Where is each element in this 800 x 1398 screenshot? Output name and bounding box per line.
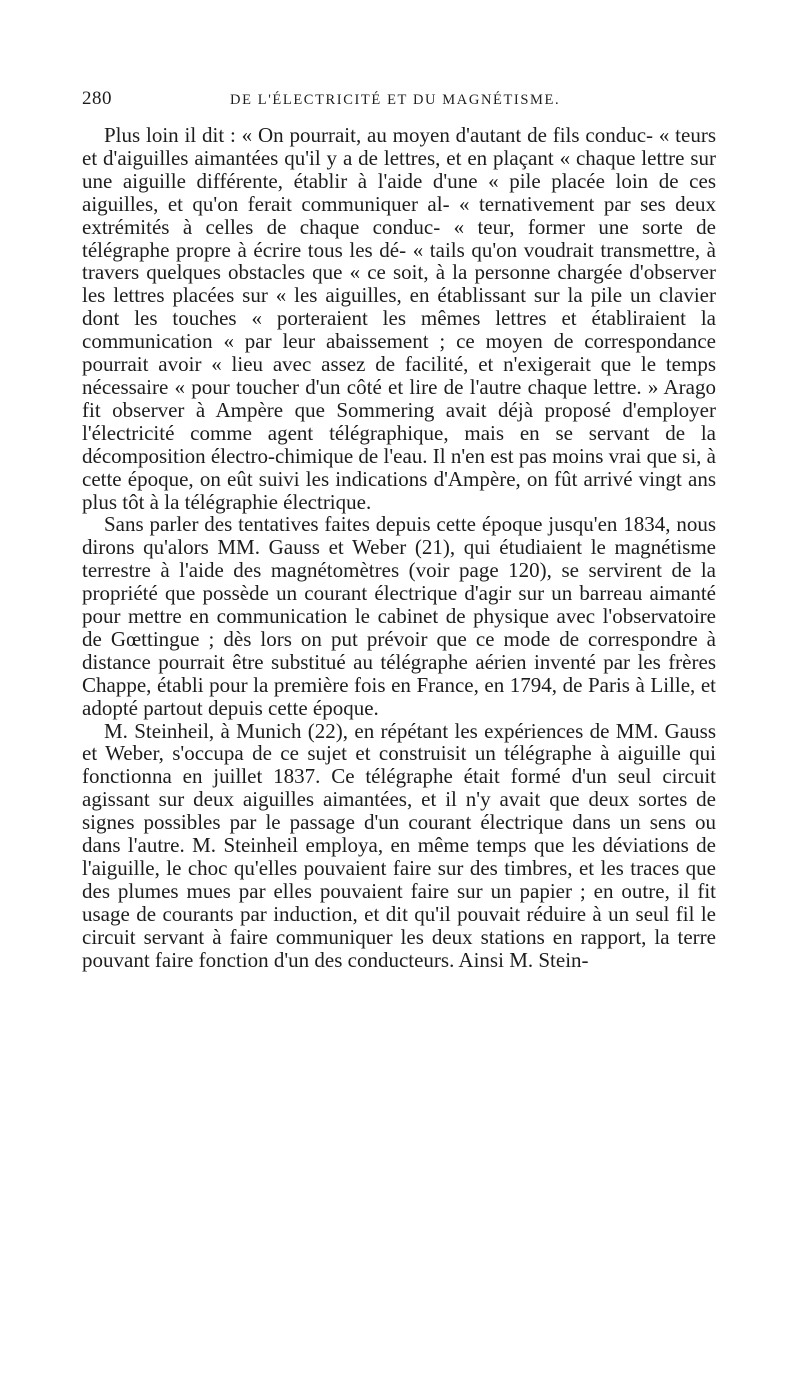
page-number: 280 [82,88,112,109]
paragraph-gauss-weber: Sans parler des tentatives faites depuis cette époque jusqu'en 1834, nous dirons qu'alors MM. Gauss et Weber (21), qui étudiaient le magnétisme terrestre à l'aide des magnétomètres (voir page 120), se servirent de la propriété que possède un courant électrique d'agir sur un barreau aimanté pour mettre en communication le cabinet de physique avec l'observatoire de Gœttingue ; dès lors on put prévoir que ce mode de correspondre à distance pourrait être substitué au télégraphe aérien inventé par les frères Chappe, établi pour la première fois en France, en 1794, de Paris à Lille, et adopté partout depuis cette époque. [82,512,716,720]
running-head [82,88,716,116]
paragraph-steinheil: M. Steinheil, à Munich (22), en répétant les expériences de MM. Gauss et Weber, s'occupa de ce sujet et construisit un télégraphe à aiguille qui fonctionna en juillet 1837. Ce télégraphe était formé d'un seul circuit agissant sur deux aiguilles aimantées, et il n'y avait que deux sortes de signes possibles par le passage d'un courant électrique dans un sens ou dans l'autre. M. Steinheil employa, en même temps que les déviations de l'aiguille, le choc qu'elles pouvaient faire sur des timbres, et les traces que des plumes mues par elles pouvaient faire sur un papier ; en outre, il fit usage de courants par induction, et dit qu'il pouvait réduire à un seul fil le circuit servant à faire communiquer les deux stations en rapport, la terre pouvant faire fonction d'un des conducteurs. Ainsi M. Stein- [82,718,716,972]
paragraph-ampere-quote: Plus loin il dit : « On pourrait, au moyen d'autant de fils conduc- « teurs et d'aiguilles aimantées qu'il y a de lettres, et en plaçant « chaque lettre sur une aiguille différente, établir à l'aide d'une « pile placée loin de ces aiguilles, et qu'on ferait communiquer al- « ternativement par ses deux extrémités à celles de chaque conduc- « teur, former une sorte de télégraphe propre à écrire tous les dé- « tails qu'on voudrait transmettre, à travers quelques obstacles que « ce soit, à la personne chargée d'observer les lettres placées sur « les aiguilles, en établissant sur la pile un clavier dont les touches « porteraient les mêmes lettres et établiraient la communication « par leur abaissement ; ce moyen de correspondance pourrait avoir « lieu avec assez de facilité, et n'exigerait que le temps nécessaire « pour toucher d'un côté et lire de l'autre chaque lettre. » Arago fit observer à Ampère que Sommering avait déjà proposé d'employer l'électricité comme agent télégraphique, mais en se servant de la décomposition électro-chimique de l'eau. Il n'en est pas moins vrai que si, à cette époque, on eût suivi les indications d'Ampère, on fût arrivé vingt ans plus tôt à la télégraphie électrique. [82,123,716,514]
book-page [82,88,716,972]
body-text [82,124,716,972]
running-title: DE L'ÉLECTRICITÉ ET DU MAGNÉTISME. [230,92,561,108]
